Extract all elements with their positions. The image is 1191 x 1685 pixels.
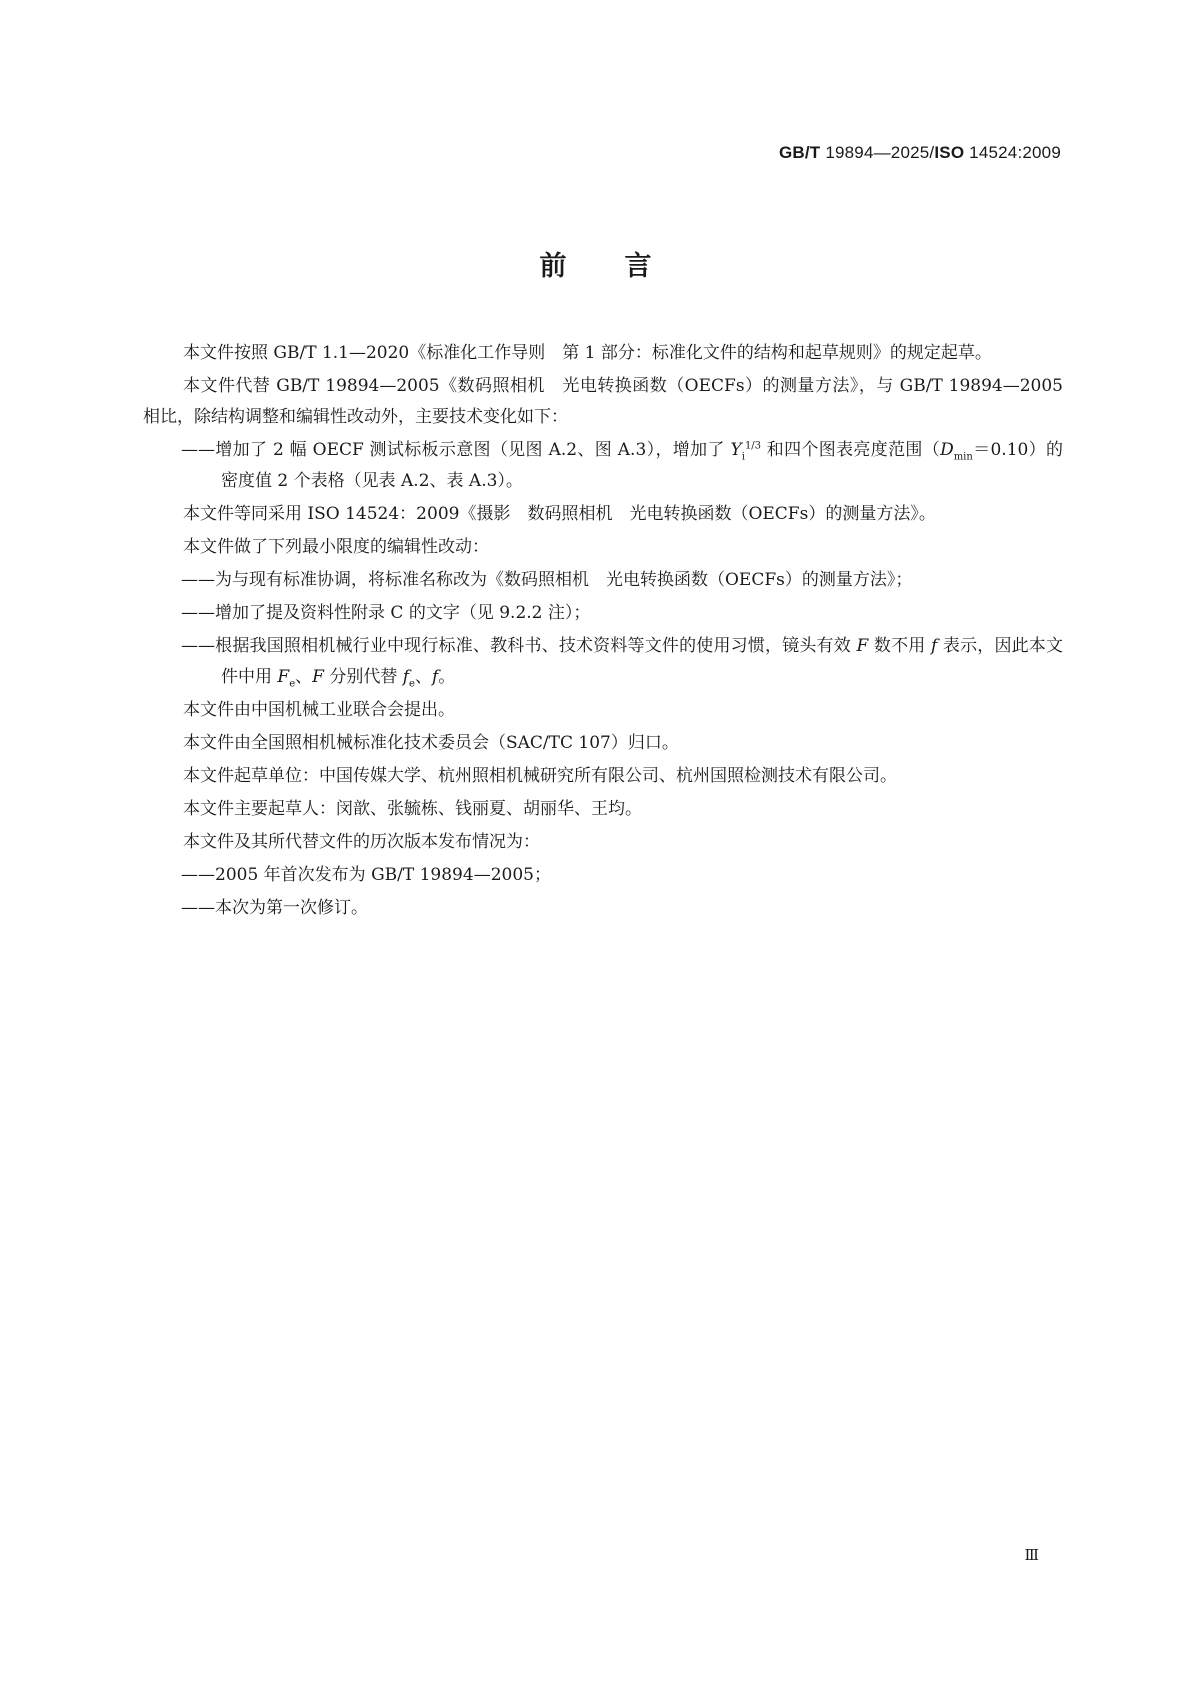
code-number: 19894—2025/ bbox=[820, 143, 935, 162]
code-prefix: GB/T bbox=[778, 143, 821, 162]
edit-item-annex: ——增加了提及资料性附录 C 的文字（见 9.2.2 注）； bbox=[181, 603, 591, 623]
symbol-y: Y bbox=[730, 440, 742, 460]
change-item-figures: ——增加了 2 幅 OECF 测试标板示意图（见图 A.2、图 A.3），增加了 $Y_i^{1/3}$ 和四个图表亮度范围$(D_{min}=0.10)$的密度值 2 个表格（见表 A.2、表 A.3）。 bbox=[181, 440, 1063, 491]
edit-item-f-number: ——根据我国照相机械行业中现行标准、教科书、技术资料等文件的使用习惯，镜头有效 F 数不用 f 表示，因此本文件中用 $F_e$、F 分别代替 $f_e$、f。 bbox=[181, 636, 1063, 690]
symbol-d: D bbox=[940, 440, 954, 460]
paragraph-drafting-rules: 本文件按照 GB/T 1.1—2020《标准化工作导则 第 1 部分：标准化文件的结构和起草规则》的规定起草。 bbox=[183, 343, 992, 363]
document-code bbox=[779, 143, 1061, 163]
edit-item-title: ——为与现有标准协调，将标准名称改为《数码照相机 光电转换函数（OECFs）的测量方法》； bbox=[181, 570, 913, 590]
paragraph-drafters: 本文件主要起草人：闵歆、张毓栋、钱丽夏、胡丽华、王均。 bbox=[183, 799, 642, 819]
code-iso-number: 14524:2009 bbox=[964, 143, 1061, 162]
history-item-2005: ——2005 年首次发布为 GB/T 19894—2005； bbox=[181, 865, 551, 885]
paragraph-proposer: 本文件由中国机械工业联合会提出。 bbox=[183, 700, 455, 720]
paragraph-history: 本文件及其所代替文件的历次版本发布情况为： bbox=[183, 832, 540, 852]
history-item-revision: ——本次为第一次修订。 bbox=[181, 898, 368, 918]
paragraph-committee: 本文件由全国照相机械标准化技术委员会（SAC/TC 107）归口。 bbox=[183, 733, 679, 753]
preface-body bbox=[143, 338, 1063, 926]
page-title: 前言 bbox=[539, 251, 710, 282]
paragraph-iso-adoption: 本文件等同采用 ISO 14524：2009《摄影 数码照相机 光电转换函数（OECFs）的测量方法》。 bbox=[183, 504, 936, 524]
page-number: Ⅲ bbox=[1024, 1546, 1039, 1564]
paragraph-editorial-changes: 本文件做了下列最小限度的编辑性改动： bbox=[183, 537, 489, 557]
paragraph-replaces: 本文件代替 GB/T 19894—2005《数码照相机 光电转换函数（OECFs）的测量方法》，与 GB/T 19894—2005 相比，除结构调整和编辑性改动外，主要技术变化如下： bbox=[143, 376, 1063, 427]
code-iso: ISO bbox=[934, 143, 965, 162]
paragraph-drafting-units: 本文件起草单位：中国传媒大学、杭州照相机械研究所有限公司、杭州国照检测技术有限公司。 bbox=[183, 766, 897, 786]
